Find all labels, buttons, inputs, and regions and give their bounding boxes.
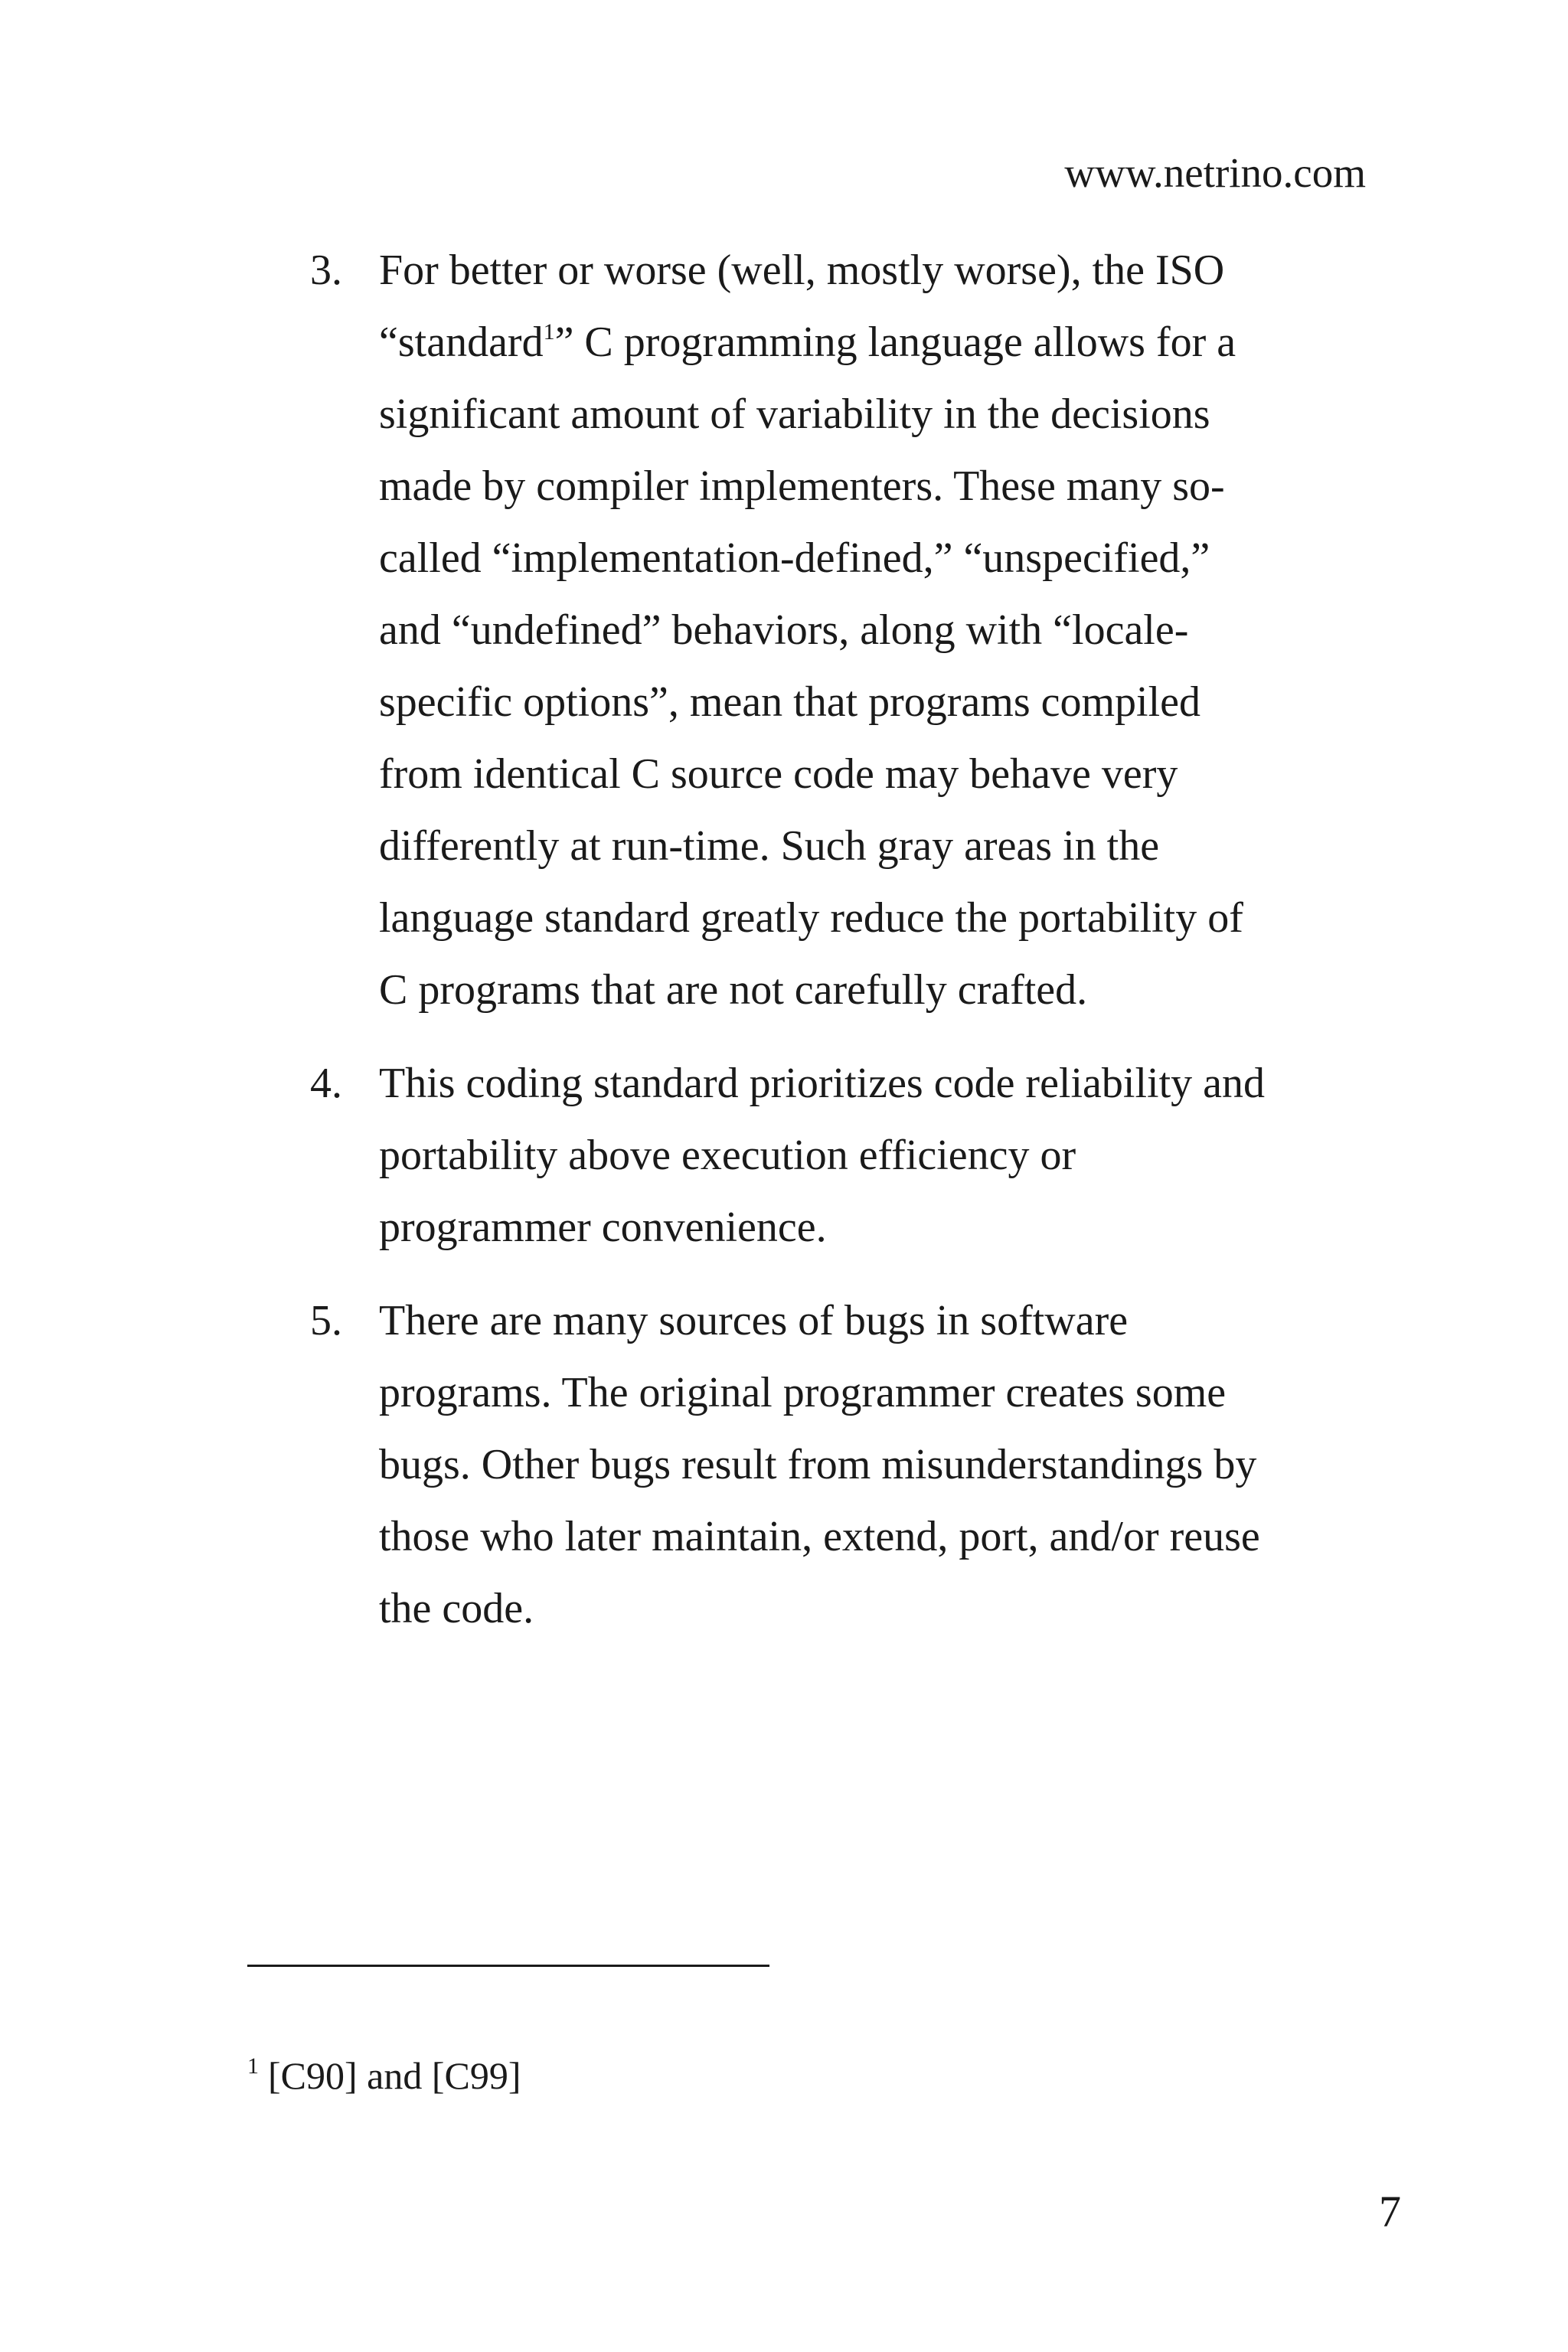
text-line: differently at run-time. Such gray areas in the xyxy=(379,822,1160,870)
text-fragment: ” C programming language allows for a xyxy=(554,318,1236,366)
numbered-list xyxy=(310,234,1397,1645)
text-line: language standard greatly reduce the portability of xyxy=(379,894,1243,942)
text-line: This coding standard prioritizes code reliability and xyxy=(379,1060,1265,1107)
text-line: significant amount of variability in the decisions xyxy=(379,390,1210,438)
list-number: 4. xyxy=(310,1060,342,1107)
text-line: portability above execution efficiency or xyxy=(379,1132,1076,1179)
list-item-text xyxy=(379,234,1397,1026)
text-line: those who later maintain, extend, port, and/or reuse xyxy=(379,1513,1260,1560)
text-line: programs. The original programmer creates some xyxy=(379,1369,1227,1416)
footnote-text: [C90] and [C99] xyxy=(268,2054,521,2097)
text-fragment: “standard xyxy=(379,318,544,366)
page-number: 7 xyxy=(1379,2187,1401,2236)
text-line xyxy=(379,306,1397,378)
text-line: C programs that are not carefully crafted. xyxy=(379,966,1088,1014)
footnote xyxy=(247,2049,521,2102)
footnote-separator xyxy=(247,1965,769,1967)
list-item-3 xyxy=(310,234,1397,1026)
text-line: and “undefined” behaviors, along with “locale- xyxy=(379,606,1189,654)
footnote-mark: 1 xyxy=(247,2053,259,2079)
header-url: www.netrino.com xyxy=(1064,149,1366,196)
text-line: specific options”, mean that programs compiled xyxy=(379,678,1201,726)
text-line: called “implementation-defined,” “unspecified,” xyxy=(379,534,1210,582)
list-item-5 xyxy=(310,1285,1397,1645)
text-line: from identical C source code may behave very xyxy=(379,750,1178,798)
text-line: bugs. Other bugs result from misunderstandings by xyxy=(379,1441,1257,1488)
footnote-reference[interactable]: 1 xyxy=(543,319,555,345)
text-line: the code. xyxy=(379,1585,534,1632)
list-number: 5. xyxy=(310,1297,342,1344)
text-line: There are many sources of bugs in software xyxy=(379,1297,1129,1344)
list-item-4 xyxy=(310,1047,1397,1263)
list-item-text xyxy=(379,1285,1397,1645)
list-item-text xyxy=(379,1047,1397,1263)
text-line: made by compiler implementers. These many so- xyxy=(379,462,1225,510)
text-line: programmer convenience. xyxy=(379,1204,827,1251)
list-number: 3. xyxy=(310,247,342,294)
text-line: For better or worse (well, mostly worse), the ISO xyxy=(379,247,1225,294)
